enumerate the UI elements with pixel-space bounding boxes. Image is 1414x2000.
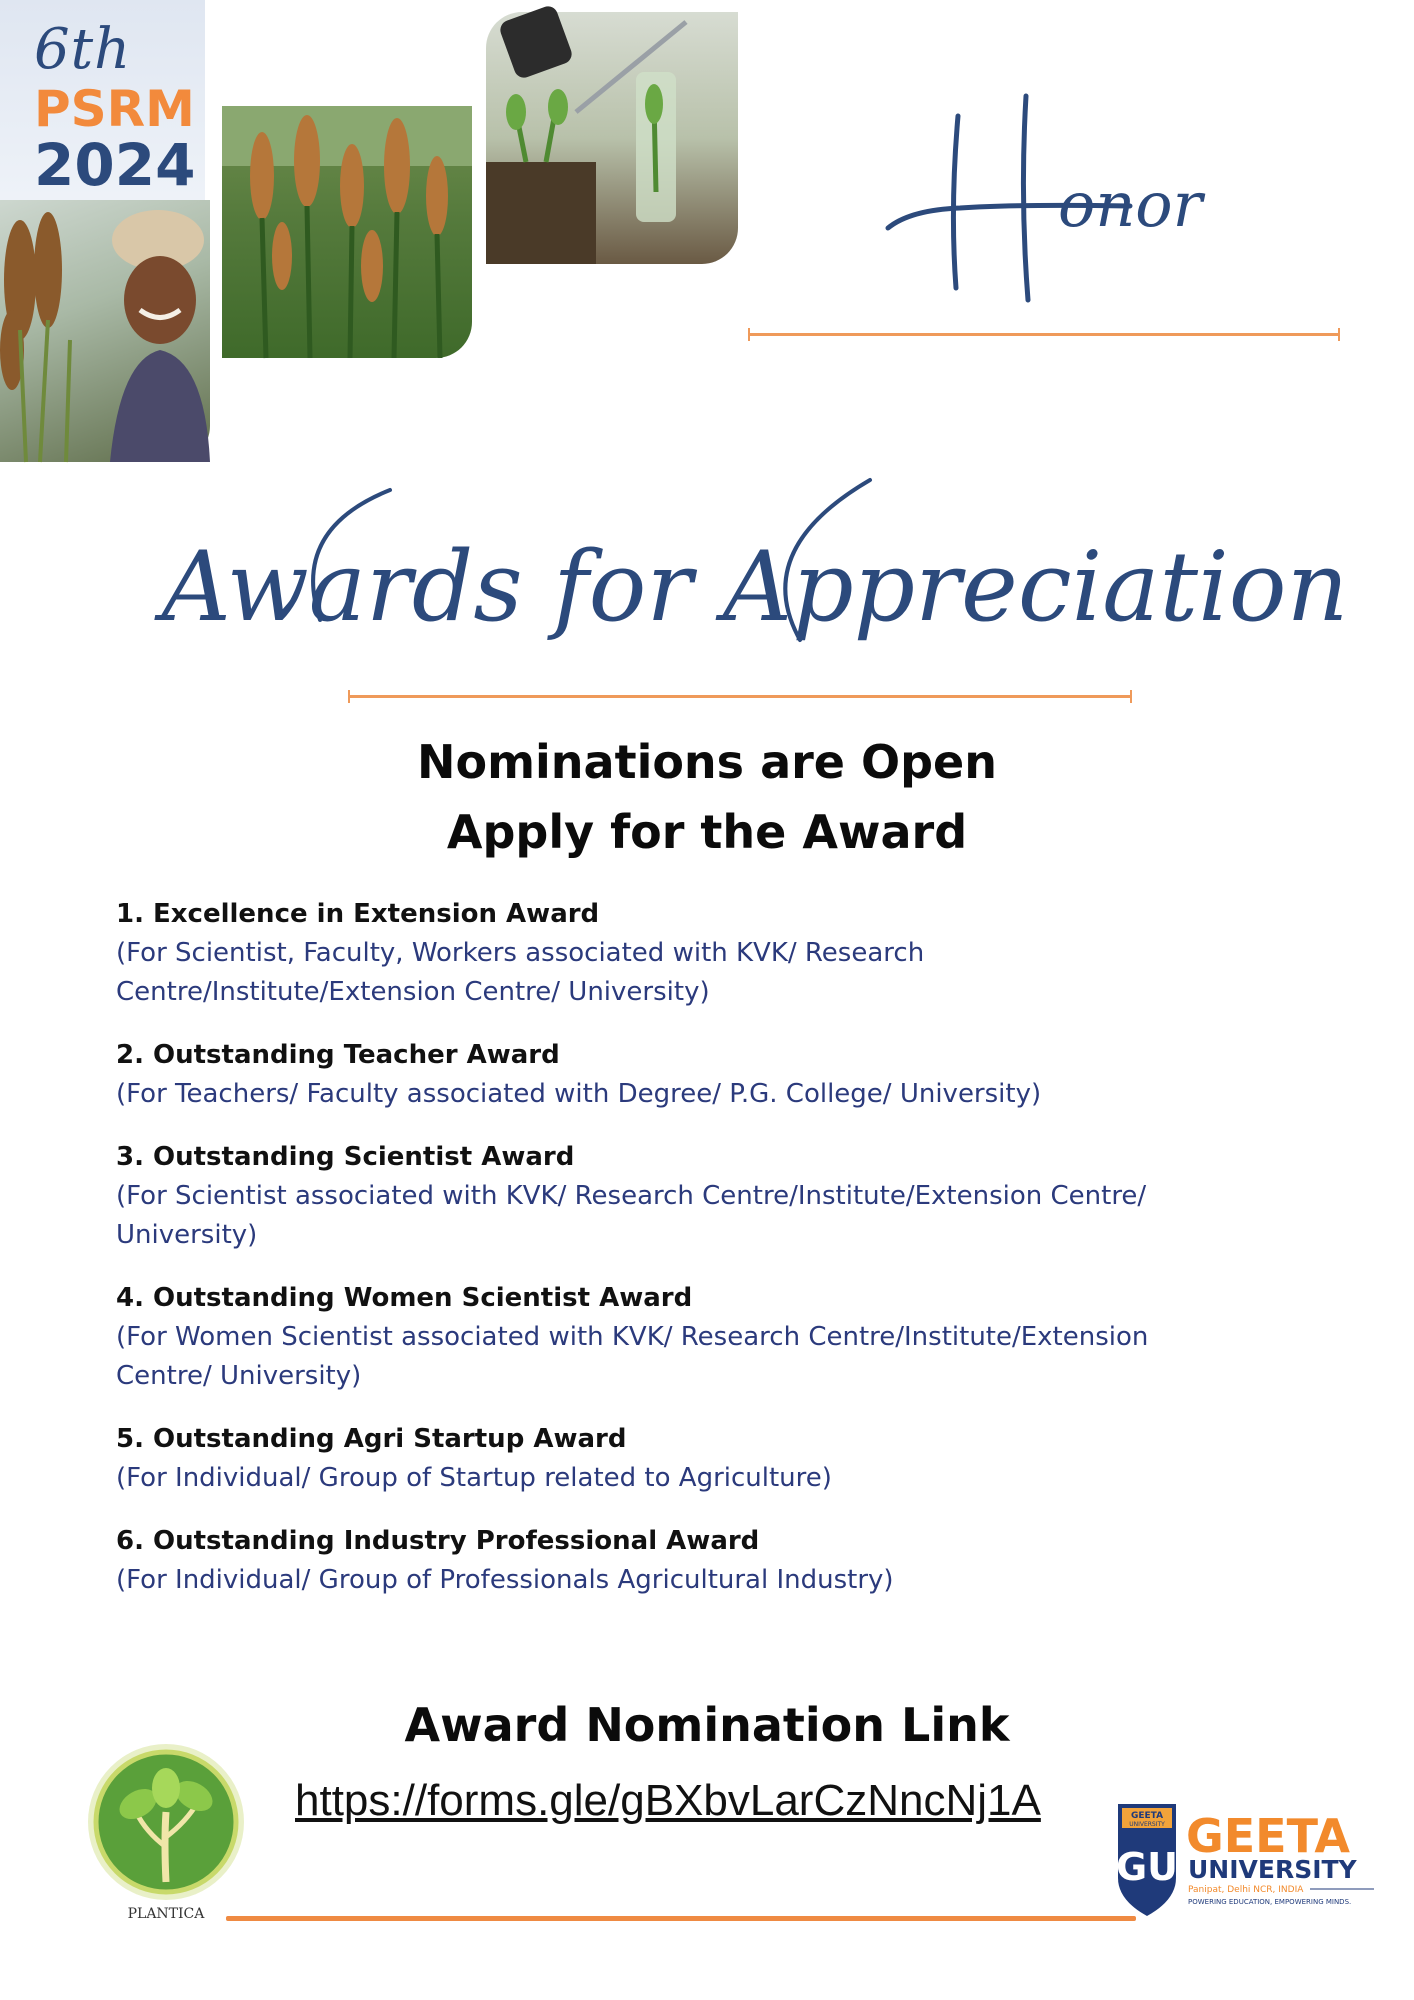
- title-divider: [348, 695, 1132, 698]
- honor-divider: [748, 333, 1340, 336]
- award-description: Centre/ University): [116, 1361, 362, 1391]
- awards-title-text: Awards for Appreciation: [161, 531, 1349, 643]
- award-name: 1. Excellence in Extension Award: [116, 899, 600, 929]
- event-ordinal: 6th: [34, 17, 132, 82]
- award-item: [116, 1420, 1276, 1498]
- award-description: (For Scientist associated with KVK/ Research Centre/Institute/Extension Centre/: [116, 1181, 1147, 1211]
- award-description: University): [116, 1220, 258, 1250]
- geeta-badge-sub: UNIVERSITY: [1129, 1821, 1165, 1828]
- award-name: 5. Outstanding Agri Startup Award: [116, 1424, 627, 1454]
- headline-apply: Apply for the Award: [446, 805, 968, 859]
- geeta-university-logo: [1110, 1800, 1380, 1920]
- award-name: 3. Outstanding Scientist Award: [116, 1142, 575, 1172]
- award-description: (For Individual/ Group of Professionals Agricultural Industry): [116, 1565, 894, 1595]
- award-description: (For Individual/ Group of Startup related to Agriculture): [116, 1463, 832, 1493]
- honor-word: onor: [1058, 168, 1203, 241]
- geeta-monogram: GU: [1115, 1845, 1179, 1889]
- lab-illustration: [486, 12, 738, 264]
- millet-field-photo: [222, 106, 472, 358]
- award-description: Centre/Institute/Extension Centre/ University): [116, 977, 710, 1007]
- geeta-tagline: POWERING EDUCATION, EMPOWERING MINDS.: [1188, 1898, 1352, 1906]
- geeta-location: Panipat, Delhi NCR, INDIA: [1188, 1885, 1304, 1895]
- award-item: [116, 1522, 1276, 1600]
- award-name: 4. Outstanding Women Scientist Award: [116, 1283, 693, 1313]
- farmer-illustration: [0, 200, 210, 462]
- award-description: (For Teachers/ Faculty associated with Degree/ P.G. College/ University): [116, 1079, 1042, 1109]
- honor-script-title: [880, 88, 1240, 318]
- geeta-badge-top: GEETA: [1130, 1811, 1164, 1821]
- geeta-sub: UNIVERSITY: [1188, 1855, 1357, 1884]
- nomination-link-heading: Award Nomination Link: [404, 1698, 1010, 1752]
- award-description: (For Women Scientist associated with KVK/ Research Centre/Institute/Extension: [116, 1322, 1149, 1352]
- lab-research-photo: [486, 12, 738, 264]
- farmer-photo: [0, 200, 210, 462]
- award-item: [116, 1138, 1276, 1255]
- millet-illustration: [222, 106, 472, 358]
- awards-script-title: [161, 470, 1349, 710]
- award-name: 6. Outstanding Industry Professional Award: [116, 1526, 760, 1556]
- bottom-divider: [226, 1916, 1136, 1921]
- event-edition: [34, 17, 196, 199]
- award-item: [116, 1279, 1276, 1396]
- award-item: [116, 895, 1276, 1012]
- geeta-name: GEETA: [1186, 1809, 1351, 1863]
- event-name: PSRM: [34, 80, 195, 138]
- award-description: (For Scientist, Faculty, Workers associated with KVK/ Research: [116, 938, 925, 968]
- plantica-label: PLANTICA: [127, 1906, 205, 1922]
- award-name: 2. Outstanding Teacher Award: [116, 1040, 560, 1070]
- headline-nominations-open: Nominations are Open: [416, 735, 997, 789]
- award-item: [116, 1036, 1276, 1114]
- event-year: 2024: [34, 131, 196, 199]
- award-list: [116, 895, 1276, 1624]
- plantica-logo: [86, 1742, 256, 1922]
- nomination-form-link[interactable]: https://forms.gle/gBXbvLarCzNncNj1A: [295, 1776, 1041, 1825]
